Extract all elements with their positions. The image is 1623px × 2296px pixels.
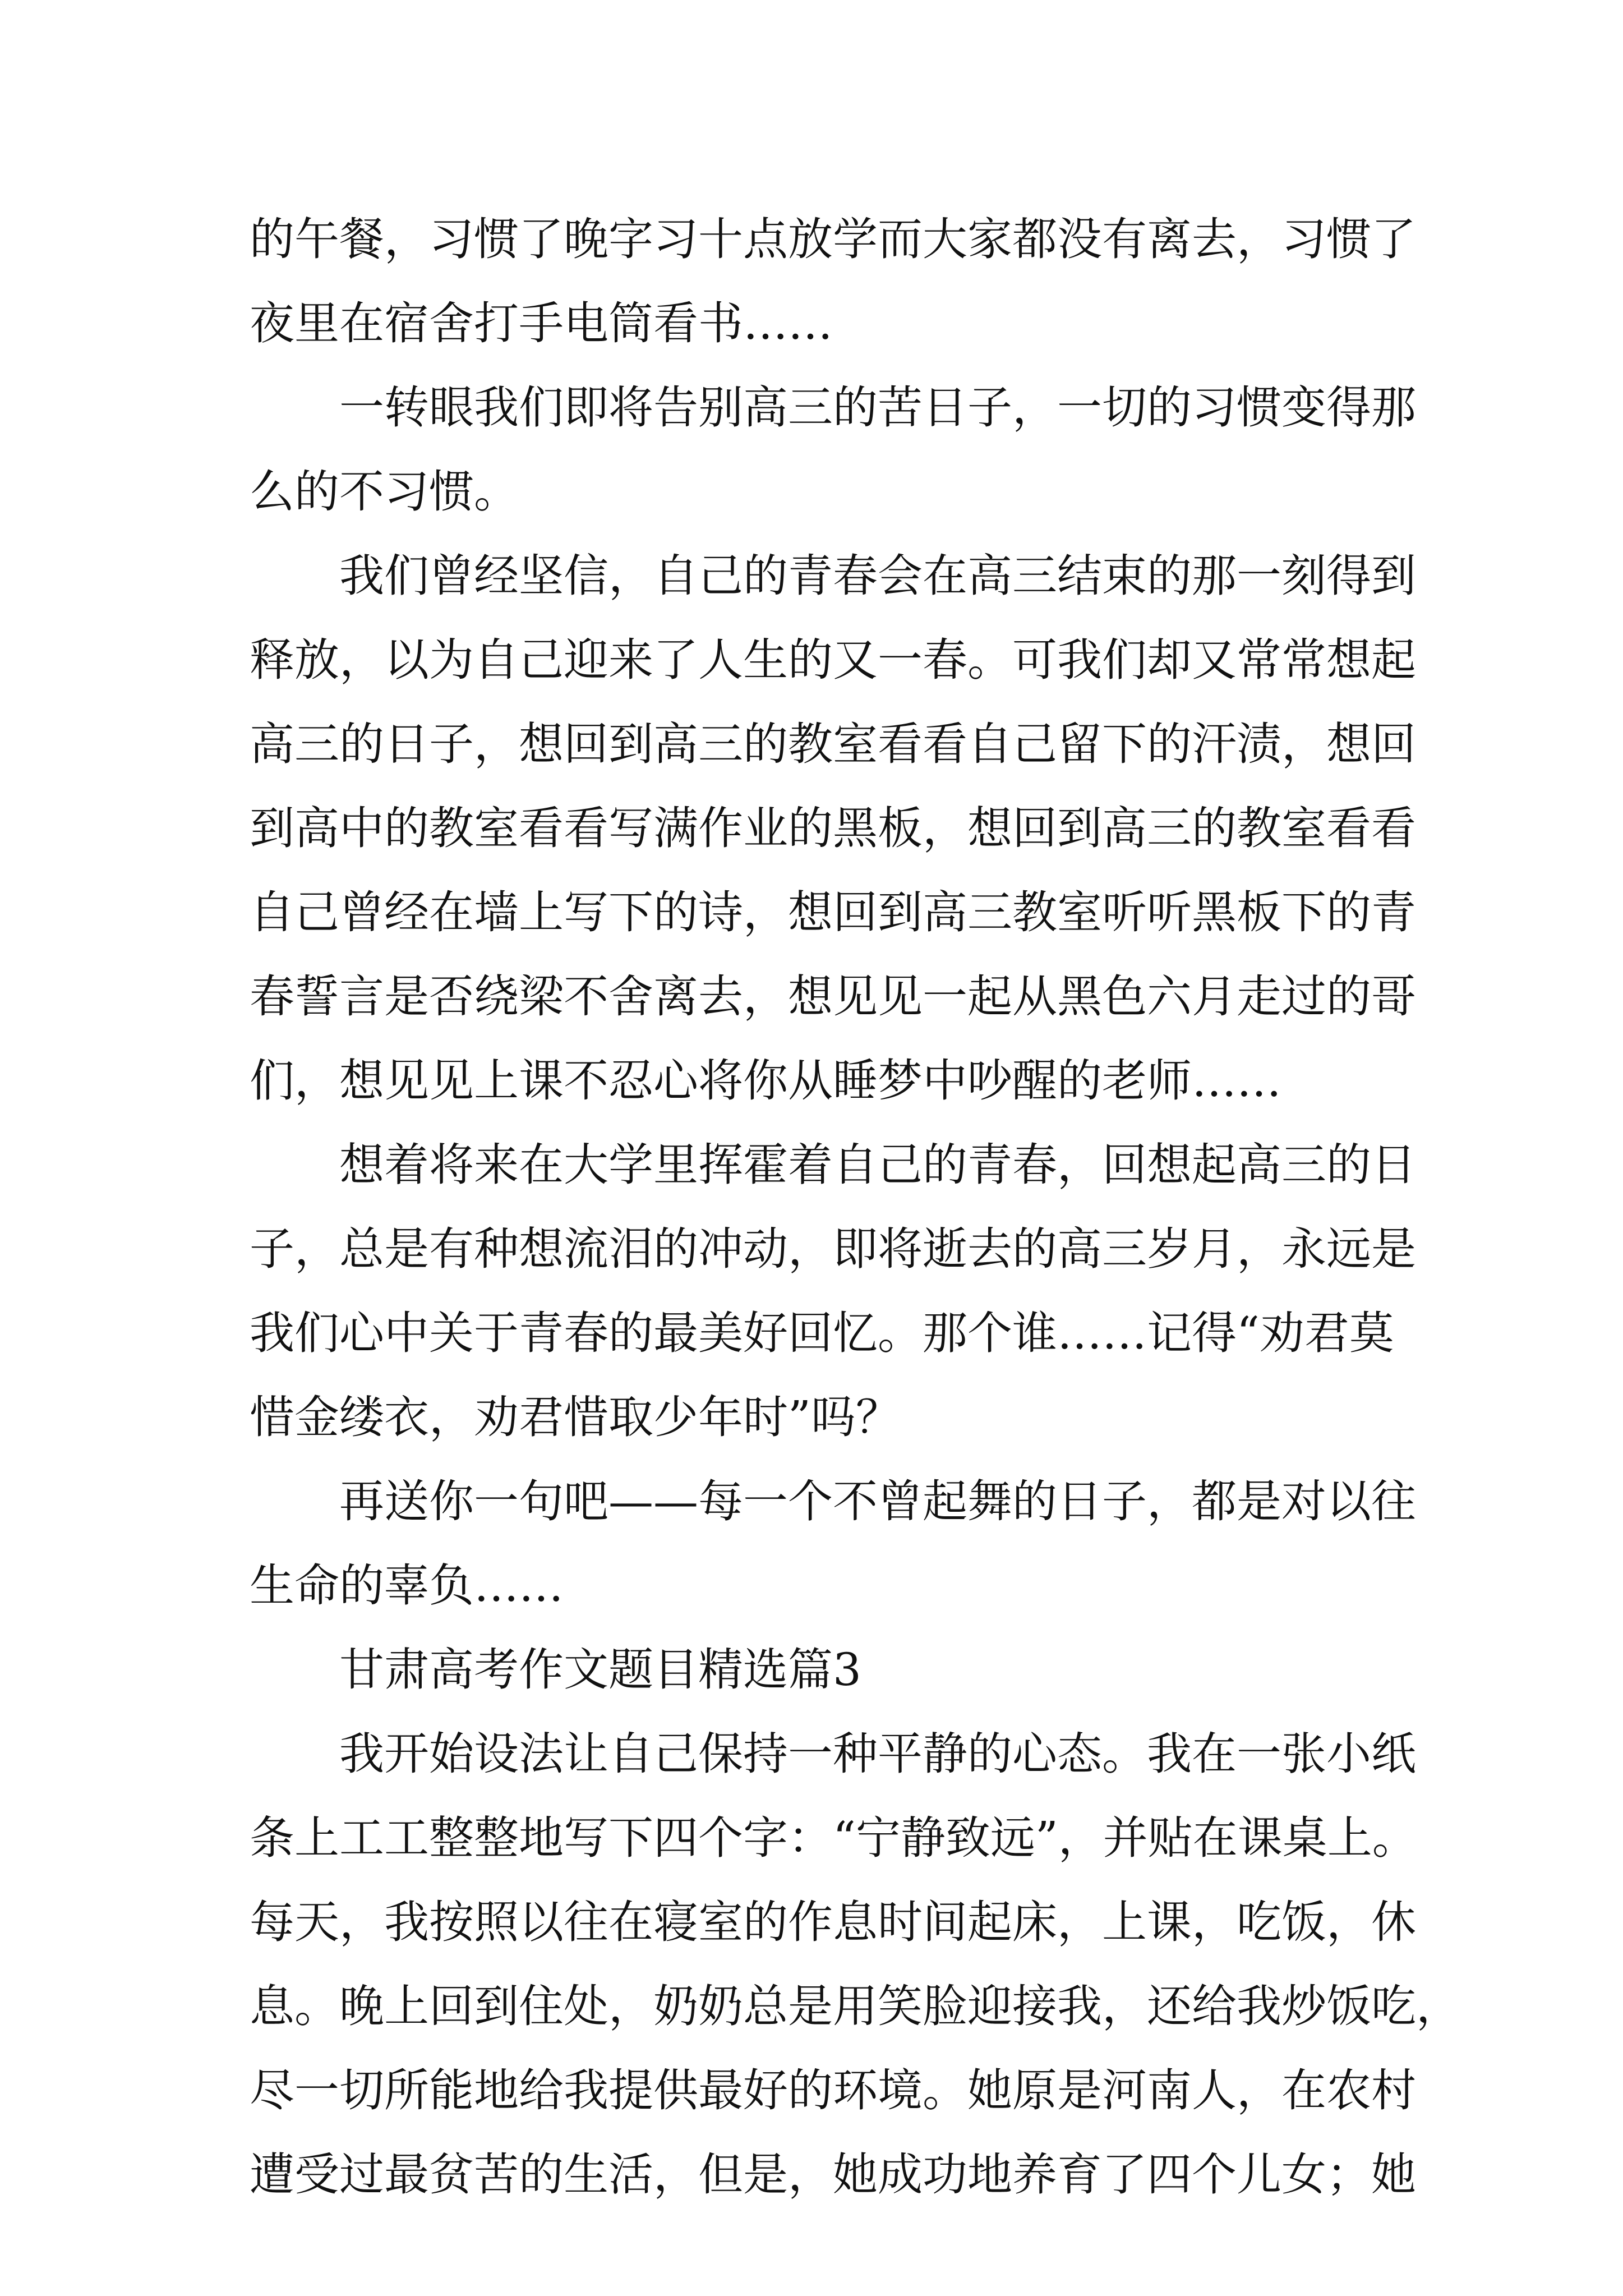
body-text	[250, 197, 1461, 2217]
text-line: 每天，我按照以往在寝室的作息时间起床，上课，吃饭，休	[250, 1896, 1416, 1948]
text-line: 子，总是有种想流泪的冲动，即将逝去的高三岁月，永远是	[250, 1223, 1416, 1275]
text-line: 夜里在宿舍打手电筒看书……	[250, 297, 833, 349]
text-line: 自己曾经在墙上写下的诗，想回到高三教室听听黑板下的青	[250, 886, 1416, 938]
text-line: 我开始设法让自己保持一种平静的心态。我在一张小纸	[339, 1728, 1416, 1780]
text-line: 生命的辜负……	[250, 1559, 564, 1612]
text-line: 遭受过最贫苦的生活，但是，她成功地养育了四个儿女；她	[250, 2148, 1416, 2201]
text-line: 条上工工整整地写下四个字：“宁静致远”，并贴在课桌上。	[250, 1812, 1417, 1864]
text-line: 的午餐，习惯了晚字习十点放学而大家都没有离去，习惯了	[250, 213, 1416, 265]
text-line: 息。晚上回到住处，奶奶总是用笑脸迎接我，还给我炒饭吃，	[250, 1980, 1461, 2032]
text-line: 释放，以为自己迎来了人生的又一春。可我们却又常常想起	[250, 634, 1416, 686]
text-line: 们，想见见上课不忍心将你从睡梦中吵醒的老师……	[250, 1055, 1281, 1107]
text-line: 想着将来在大学里挥霍着自己的青春，回想起高三的日	[339, 1139, 1416, 1191]
text-line: 春誓言是否绕梁不舍离去，想见见一起从黑色六月走过的哥	[250, 970, 1416, 1023]
text-line: 到高中的教室看看写满作业的黑板，想回到高三的教室看看	[250, 802, 1416, 854]
text-line: 甘肃高考作文题目精选篇3	[339, 1644, 861, 1696]
text-line: 我们心中关于青春的最美好回忆。那个谁……记得“劝君莫	[250, 1307, 1394, 1359]
text-line: 我们曾经坚信，自己的青春会在高三结束的那一刻得到	[339, 550, 1416, 602]
text-line: 尽一切所能地给我提供最好的环境。她原是河南人，在农村	[250, 2064, 1416, 2116]
text-line: 一转眼我们即将告别高三的苦日子，一切的习惯变得那	[339, 381, 1416, 434]
text-line: 惜金缕衣，劝君惜取少年时”吗？	[250, 1391, 901, 1443]
text-line: 再送你一句吧——每一个不曾起舞的日子，都是对以往	[339, 1475, 1416, 1527]
text-line: 么的不习惯。	[250, 466, 519, 518]
text-line: 高三的日子，想回到高三的教室看看自己留下的汗渍，想回	[250, 718, 1416, 770]
